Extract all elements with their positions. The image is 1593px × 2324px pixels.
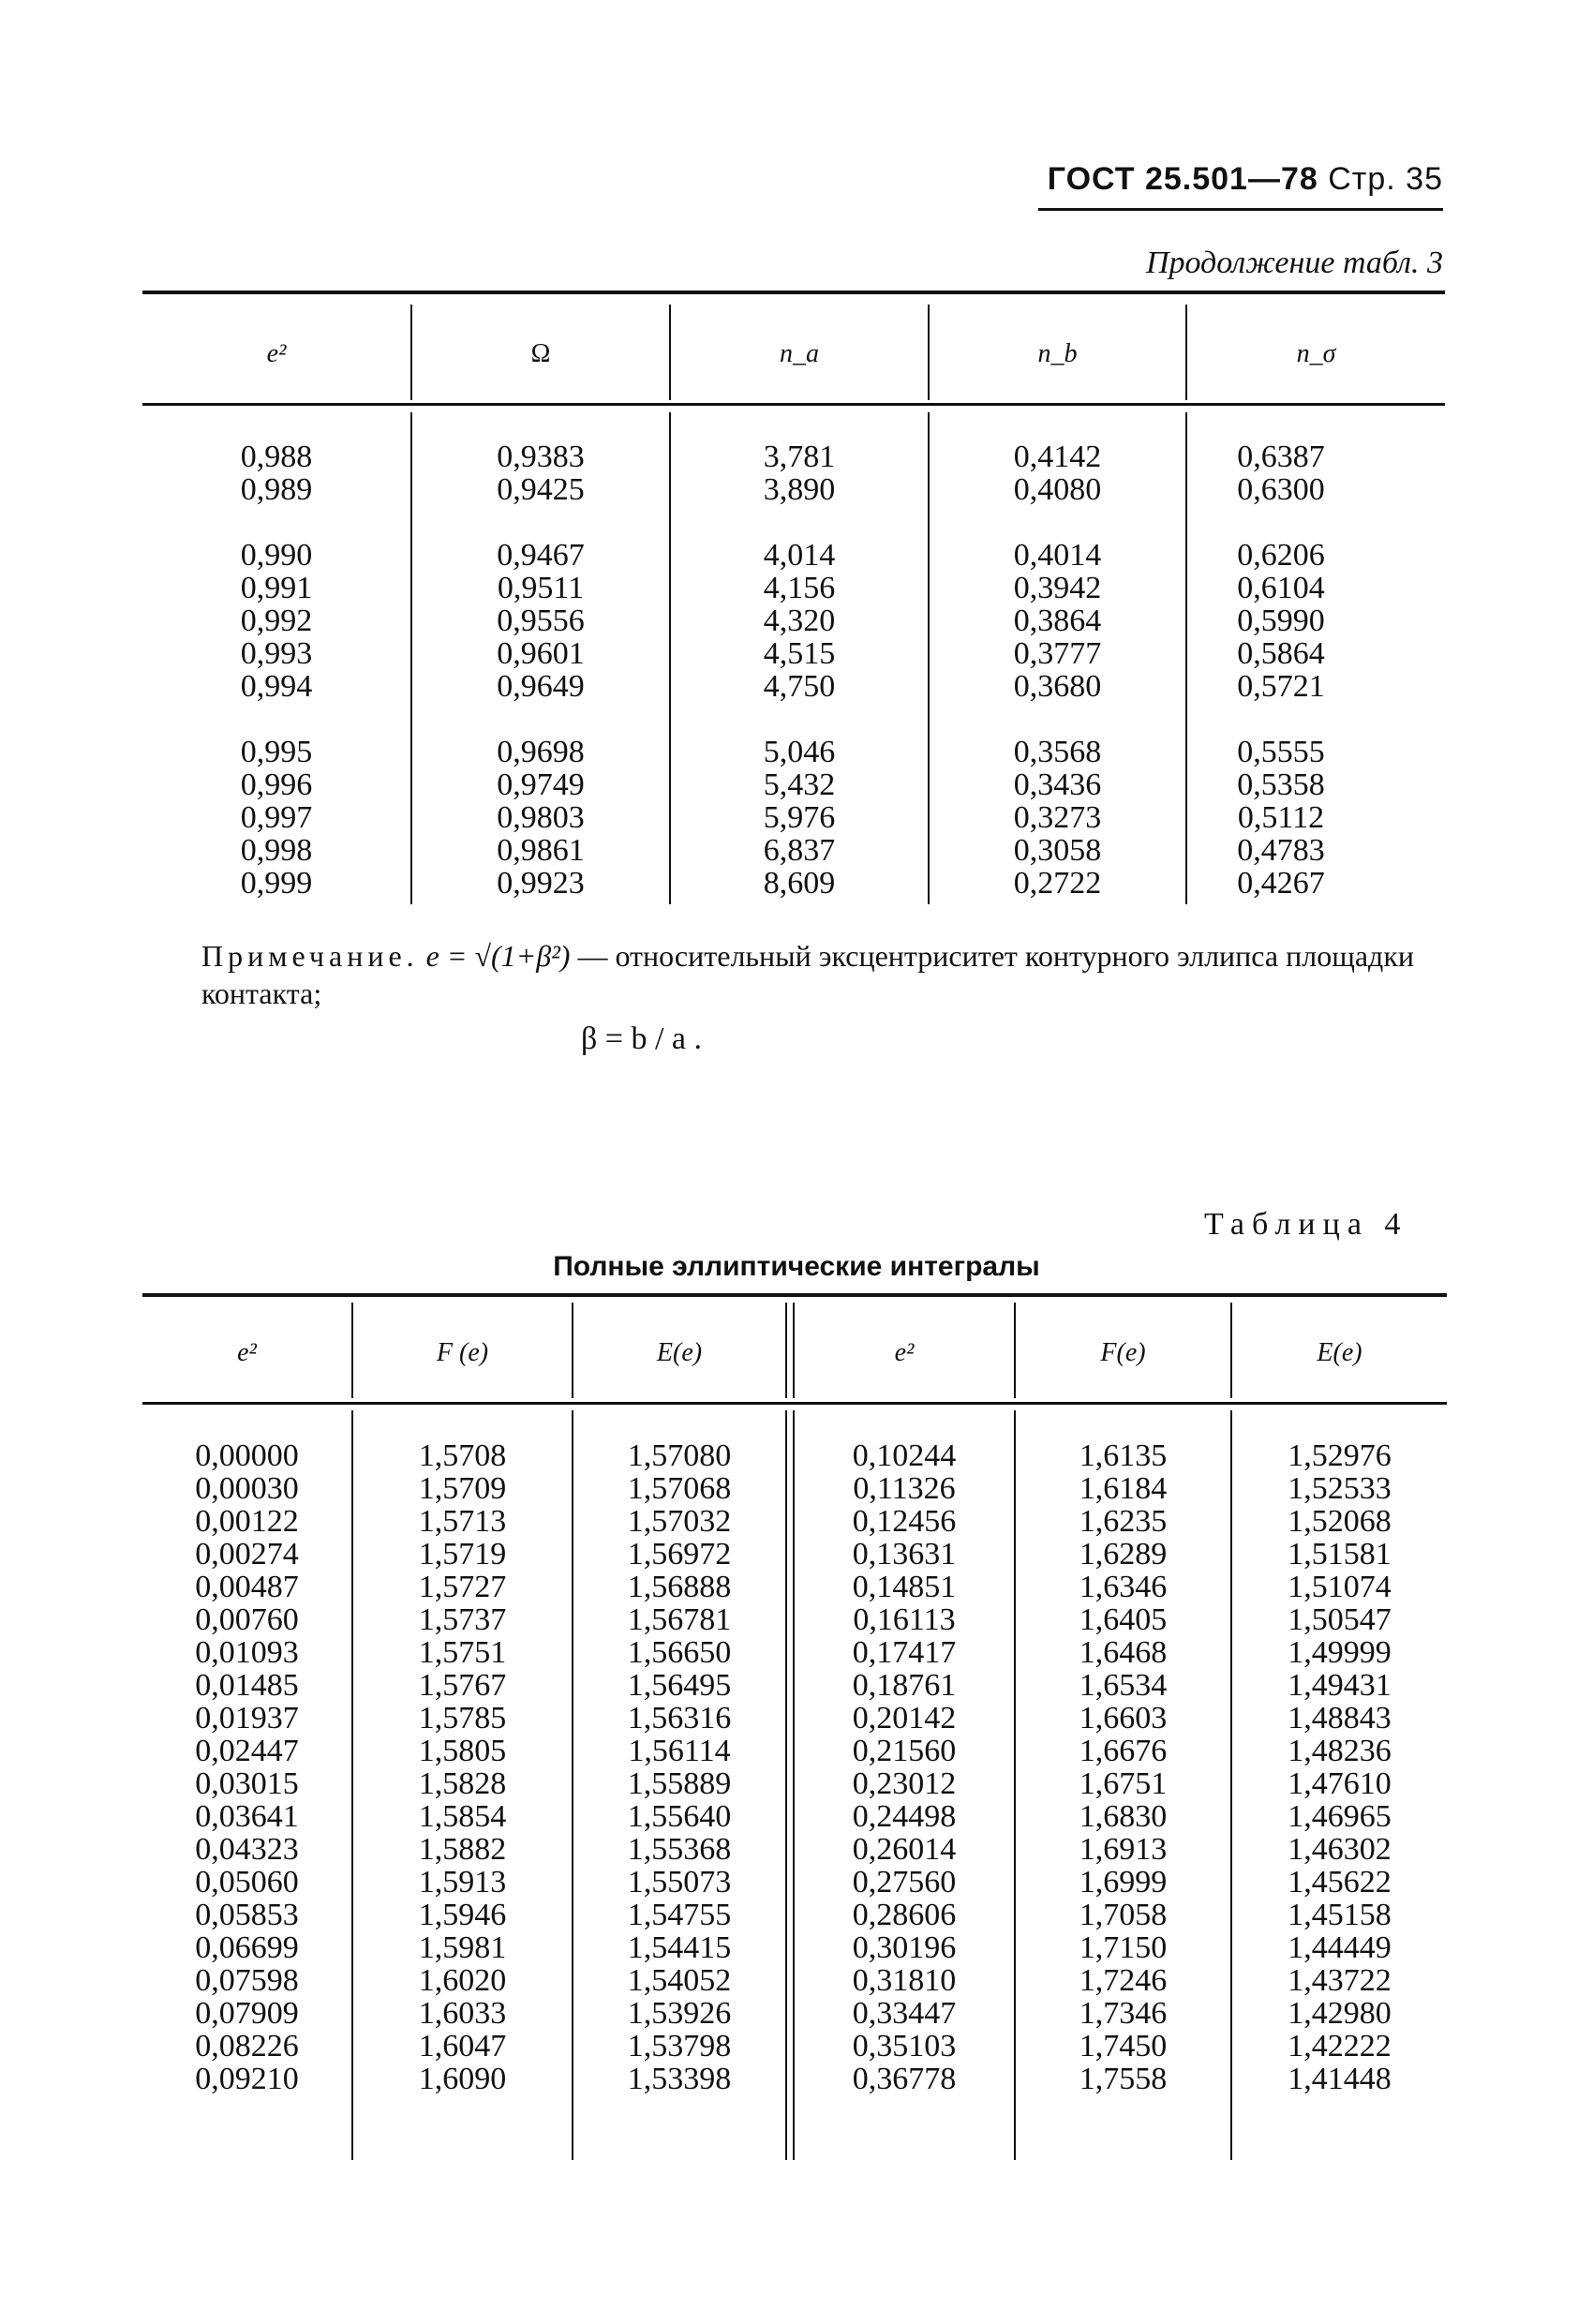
col-header-nsigma: n_σ <box>1296 339 1336 368</box>
col-header-nb: n_b <box>1037 339 1078 368</box>
beta-formula: β = b / a . <box>581 1021 703 1056</box>
table4-col-e2-left: 0,00000 0,00030 0,00122 0,00274 0,00487 0,00760 0,01093 0,01485 0,01937 0,02447 0,03015 0,03641 0,04323 0,05060 0,05853 0,06699 0,07598 0,07909 0,08226 0,09210 <box>195 1438 299 2096</box>
note-text: — относительный эксцентриситет контурного эллипса площадки контакта; <box>201 939 1414 1010</box>
table4-top-rule <box>142 1293 1447 1297</box>
table4-col-F-right: 1,6135 1,6184 1,6235 1,6289 1,6346 1,6405 1,6468 1,6534 1,6603 1,6676 1,6751 1,6830 1,6913 1,6999 1,7058 1,7150 1,7246 1,7346 1,7450 1,7558 <box>1079 1438 1168 2096</box>
table3-col-nb: 0,4142 0,4080 0,4014 0,3942 0,3864 0,3777 0,3680 0,3568 0,3436 0,3273 0,3058 0,2722 <box>1013 439 1102 901</box>
col-header-na: n_a <box>780 339 819 368</box>
table3-col-e2: 0,988 0,989 0,990 0,991 0,992 0,993 0,994 0,995 0,996 0,997 0,998 0,999 <box>240 439 313 901</box>
table3-continuation: Продолжение табл. 3 <box>1145 246 1443 280</box>
page-number: Стр. 35 <box>1328 161 1443 197</box>
col-header-E-left: E(e) <box>656 1338 703 1367</box>
doc-number: ГОСТ 25.501—78 <box>1047 161 1318 197</box>
page-header <box>1038 161 1443 198</box>
col-header-omega: Ω <box>530 339 551 368</box>
table3-top-rule <box>142 290 1445 294</box>
table4-header-rule <box>142 1402 1447 1405</box>
table4-divider <box>785 1410 787 2160</box>
col-header-e2: e² <box>266 339 287 368</box>
table4-title: Полные эллиптические интегралы <box>553 1251 1040 1282</box>
col-header-F-left: F (e) <box>436 1338 489 1367</box>
note-label: Примечание. <box>201 939 419 973</box>
col-header-F-right: F(e) <box>1100 1338 1146 1367</box>
table3-col-omega: 0,9383 0,9425 0,9467 0,9511 0,9556 0,9601 0,9649 0,9698 0,9749 0,9803 0,9861 0,9923 <box>497 439 585 901</box>
col-header-e2-left: e² <box>237 1338 257 1367</box>
table3-note <box>201 937 1448 1012</box>
table4-col-F-left: 1,5708 1,5709 1,5713 1,5719 1,5727 1,5737 1,5751 1,5767 1,5785 1,5805 1,5828 1,5854 1,5882 1,5913 1,5946 1,5981 1,6020 1,6033 1,6047 1,6090 <box>418 1438 507 2096</box>
note-formula: e = √(1+β²) <box>425 939 571 973</box>
col-header-e2-right: e² <box>894 1338 915 1367</box>
table4-col-E-right: 1,52976 1,52533 1,52068 1,51581 1,51074 1,50547 1,49999 1,49431 1,48843 1,48236 1,47610 1,46965 1,46302 1,45622 1,45158 1,44449 1,43722 1,42980 1,42222 1,41448 <box>1288 1438 1392 2096</box>
header-rule <box>1038 208 1443 211</box>
table4-caption: Таблица 4 <box>1204 1207 1408 1242</box>
table3-header-rule <box>142 403 1445 406</box>
col-header-E-right: E(e) <box>1317 1338 1362 1367</box>
table3-col-nsigma: 0,6387 0,6300 0,6206 0,6104 0,5990 0,5864 0,5721 0,5555 0,5358 0,5112 0,4783 0,4267 <box>1237 439 1325 901</box>
table3-col-na: 3,781 3,890 4,014 4,156 4,320 4,515 4,750 5,046 5,432 5,976 6,837 8,609 <box>763 439 836 901</box>
table4-col-E-left: 1,57080 1,57068 1,57032 1,56972 1,56888 1,56781 1,56650 1,56495 1,56316 1,56114 1,55889 1,55640 1,55368 1,55073 1,54755 1,54415 1,54052 1,53926 1,53798 1,53398 <box>627 1438 732 2096</box>
table4-divider <box>785 1303 787 1398</box>
table4-col-e2-right: 0,10244 0,11326 0,12456 0,13631 0,14851 0,16113 0,17417 0,18761 0,20142 0,21560 0,23012 0,24498 0,26014 0,27560 0,28606 0,30196 0,31810 0,33447 0,35103 0,36778 <box>852 1438 957 2096</box>
